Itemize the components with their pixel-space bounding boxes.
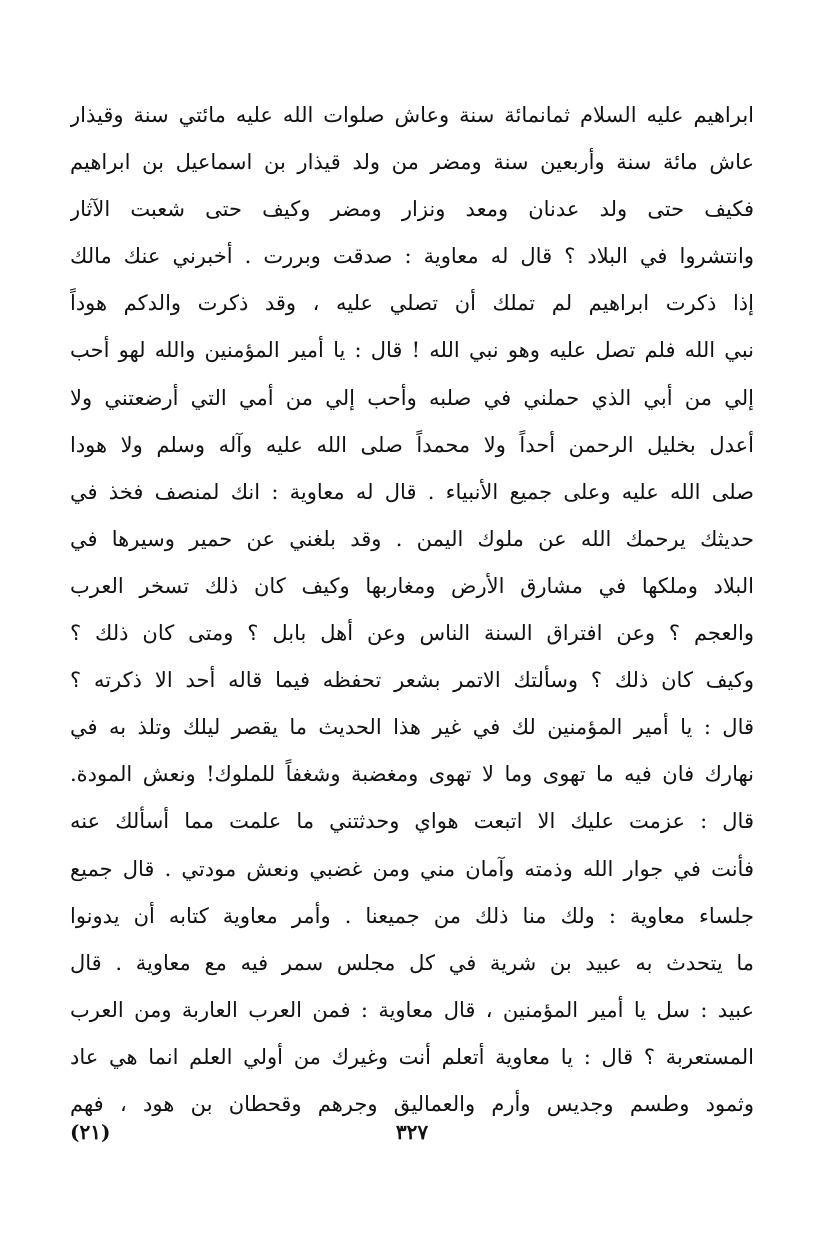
text-line-7: إلي من أبي الذي حملني في صلبه وأحب إلي من أمي التي أرضعتني ولا [70, 385, 754, 410]
text-line-12: والعجم ؟ وعن افتراق السنة الناس وعن أهل بابل ؟ ومتى كان ذلك ؟ [70, 621, 754, 646]
text-line-18: جلساء معاوية : ولك منا ذلك من جميعنا . وأمر معاوية كتابه أن يدونوا [70, 903, 754, 928]
text-line-3: فكيف حتى ولد عدنان ومعد ونزار ومضر وكيف حتى شعبت الآثار [70, 197, 754, 222]
text-line-13: وكيف كان ذلك ؟ وسألتك الاتمر بشعر تحفظه فيما قاله أحد الا ذكرته ؟ [70, 668, 754, 693]
text-line-2: عاش مائة سنة وأربعين سنة ومضر من ولد قيذار بن اسماعيل بن ابراهيم [70, 150, 754, 175]
signature-mark: (٢١) [70, 1120, 111, 1144]
text-line-11: البلاد وملكها في مشارق الأرض ومغاربها وكيف كان ذلك تسخر العرب [70, 573, 754, 598]
text-line-8: أعدل بخليل الرحمن أحداً ولا محمداً صلى الله عليه وآله وسلم ولا هودا [70, 432, 754, 457]
text-line-4: وانتشروا في البلاد ؟ قال له معاوية : صدقت وبررت . أخبرني عنك مالك [70, 244, 754, 269]
text-line-5: إذا ذكرت ابراهيم لم تملك أن تصلي عليه ، وقد ذكرت والدكم هوداً [70, 291, 754, 316]
text-line-16: قال : عزمت عليك الا اتبعت هواي وحدثتني ما علمت مما أسألك عنه [70, 809, 754, 834]
text-line-9: صلى الله عليه وعلى جميع الأنبياء . قال له معاوية : انك لمنصف فخذ في [70, 479, 754, 504]
text-line-10: حديثك يرحمك الله عن ملوك اليمن . وقد بلغني عن حمير وسيرها في [70, 526, 754, 551]
text-line-19: ما يتحدث به عبيد بن شرية في كل مجلس سمر فيه مع معاوية . قال [70, 950, 754, 975]
text-line-6: نبي الله فلم تصل عليه وهو نبي الله ! قال : يا أمير المؤمنين والله لهو أحب [70, 338, 754, 363]
text-line-17: فأنت في جوار الله وذمته وآمان مني ومن غضبي ونعش مودتي . قال جميع [70, 856, 754, 881]
text-line-21: المستعربة ؟ قال : يا معاوية أتعلم أنت وغيرك من أولي العلم انما هي عاد [70, 1044, 754, 1069]
text-line-20: عبيد : سل يا أمير المؤمنين ، قال معاوية : فمن العرب العاربة ومن العرب [70, 997, 754, 1022]
text-line-14: قال : يا أمير المؤمنين لك في غير هذا الحديث ما يقصر ليلك وتلذ به في [70, 715, 754, 740]
text-line-15: نهارك فان فيه ما تهوى وما لا تهوى ومغضبة وشغفاً للملوك! ونعش المودة. [70, 762, 754, 787]
body-text [70, 92, 754, 1128]
text-line-1: ابراهيم عليه السلام ثمانمائة سنة وعاش صلوات الله عليه مائتي سنة وقيذار [70, 103, 754, 127]
page-number: ٣٢٧ [395, 1120, 429, 1144]
text-line-22: وثمود وطسم وجديس وأرم والعماليق وجرهم وقحطان بن هود ، فهم [70, 1091, 754, 1116]
page-footer [70, 1120, 754, 1156]
